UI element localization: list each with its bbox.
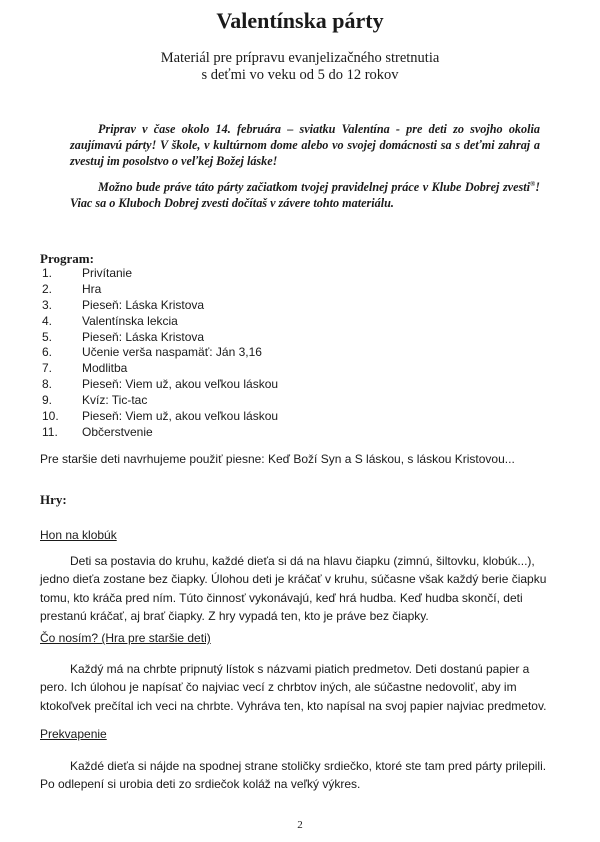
program-item <box>42 345 278 361</box>
program-item-text: Modlitba <box>82 361 128 376</box>
page-number: 2 <box>297 819 303 831</box>
program-item-text: Privítanie <box>82 266 133 280</box>
program-item-text: Pieseň: Viem už, akou veľkou láskou <box>82 409 279 424</box>
program-item-number: 4. <box>42 313 53 328</box>
game-text-surprise: Každé dieťa si nájde na spodnej strane stoličky srdiečko, ktoré ste tam pred párty prilepili. Po odlepení si urobia deti zo srdiečok koláž na veľký výkres. <box>40 759 547 792</box>
game-title-what-i-wear: Čo nosím? (Hra pre staršie deti) <box>40 631 211 645</box>
program-item-text: Pieseň: Láska Kristova <box>82 329 205 344</box>
program-item-text: Učenie verša naspamäť: Ján 3,16 <box>82 345 262 360</box>
program-heading: Program: <box>40 251 94 266</box>
registered-mark: ® <box>530 179 536 188</box>
program-item-text: Pieseň: Viem už, akou veľkou láskou <box>82 377 279 392</box>
program-item <box>42 282 278 298</box>
program-item-number: 1. <box>42 266 53 280</box>
intro-paragraph-2 <box>70 179 540 211</box>
subtitle-line-2: s deťmi vo veku od 5 do 12 rokov <box>201 67 399 83</box>
program-item <box>42 266 278 282</box>
program-item-text: Kvíz: Tic-tac <box>82 393 148 408</box>
program-item-text: Hra <box>82 281 102 296</box>
program-item <box>42 377 278 393</box>
program-item <box>42 409 278 425</box>
program-item <box>42 393 278 409</box>
program-item <box>42 425 278 441</box>
intro-paragraph-2-end: ! Viac sa o Kluboch Dobrej zvesti dočítaš v závere tohto materiálu. <box>70 180 540 210</box>
program-item-number: 2. <box>42 281 53 296</box>
intro-paragraph-2-text: Možno bude práve táto párty začiatkom tvojej pravidelnej práce v Klube Dobrej zvesti <box>98 180 531 194</box>
program-item-text: Pieseň: Láska Kristova <box>82 297 205 312</box>
program-item-number: 3. <box>42 297 53 312</box>
program-item <box>42 314 278 330</box>
program-item-number: 9. <box>42 393 53 408</box>
program-item-number: 7. <box>42 361 53 376</box>
subtitle-line-1: Materiál pre prípravu evanjelizačného stretnutia <box>160 50 440 66</box>
program-item-number: 5. <box>42 329 53 344</box>
game-text-hat-hunt: Deti sa postavia do kruhu, každé dieťa si dá na hlavu čiapku (zimnú, šiltovku, klobúk...), jedno dieťa zostane bez čiapky. Úlohou deti je kráčať v kruhu, súčasne však každý berie čiapku tomu, kto kráča pred ním. Túto činnosť vykonávajú, keď hrá hudba. Keď hudba skončí, deti prestanú kráčať, aj brať čiapky. Z hry vypadá ten, kto je práve bez čiapky. <box>40 554 547 623</box>
songs-note: Pre staršie deti navrhujeme použiť piesne: Keď Boží Syn a S láskou, s láskou Kristovou... <box>40 452 515 466</box>
program-item-number: 8. <box>42 377 53 392</box>
program-item-text: Valentínska lekcia <box>82 313 178 328</box>
program-item-number: 6. <box>42 345 53 360</box>
program-item <box>42 298 278 314</box>
game-title-hat-hunt: Hon na klobúk <box>40 528 117 542</box>
intro-paragraph-1: Priprav v čase okolo 14. februára – sviatku Valentína - pre deti zo svojho okolia zaujímavú párty! V škole, v kultúrnom dome alebo vo svojej domácnosti sa s deťmi zahraj a zvestuj im posolstvo o veľkej Božej láske! <box>70 122 540 168</box>
program-item-text: Občerstvenie <box>82 424 153 439</box>
page-subtitle <box>0 50 600 84</box>
games-heading: Hry: <box>40 492 67 507</box>
game-text-what-i-wear: Každý má na chrbte pripnutý lístok s názvami piatich predmetov. Deti dostanú papier a pero. Ich úlohou je napísať čo najviac vecí z chrbtov iných, ale súčastne nedovoliť, aby im ktokoľvek prečítal ich veci na chrbte. Vyhráva ten, kto napísal na svoj papier najviac predmetov. <box>40 662 547 713</box>
page-title: Valentínska párty <box>216 8 384 33</box>
program-item-number: 10. <box>42 409 59 424</box>
program-list <box>42 266 278 441</box>
program-item-number: 11. <box>42 424 58 439</box>
program-item <box>42 361 278 377</box>
game-title-surprise: Prekvapenie <box>40 727 107 741</box>
program-item <box>42 330 278 346</box>
